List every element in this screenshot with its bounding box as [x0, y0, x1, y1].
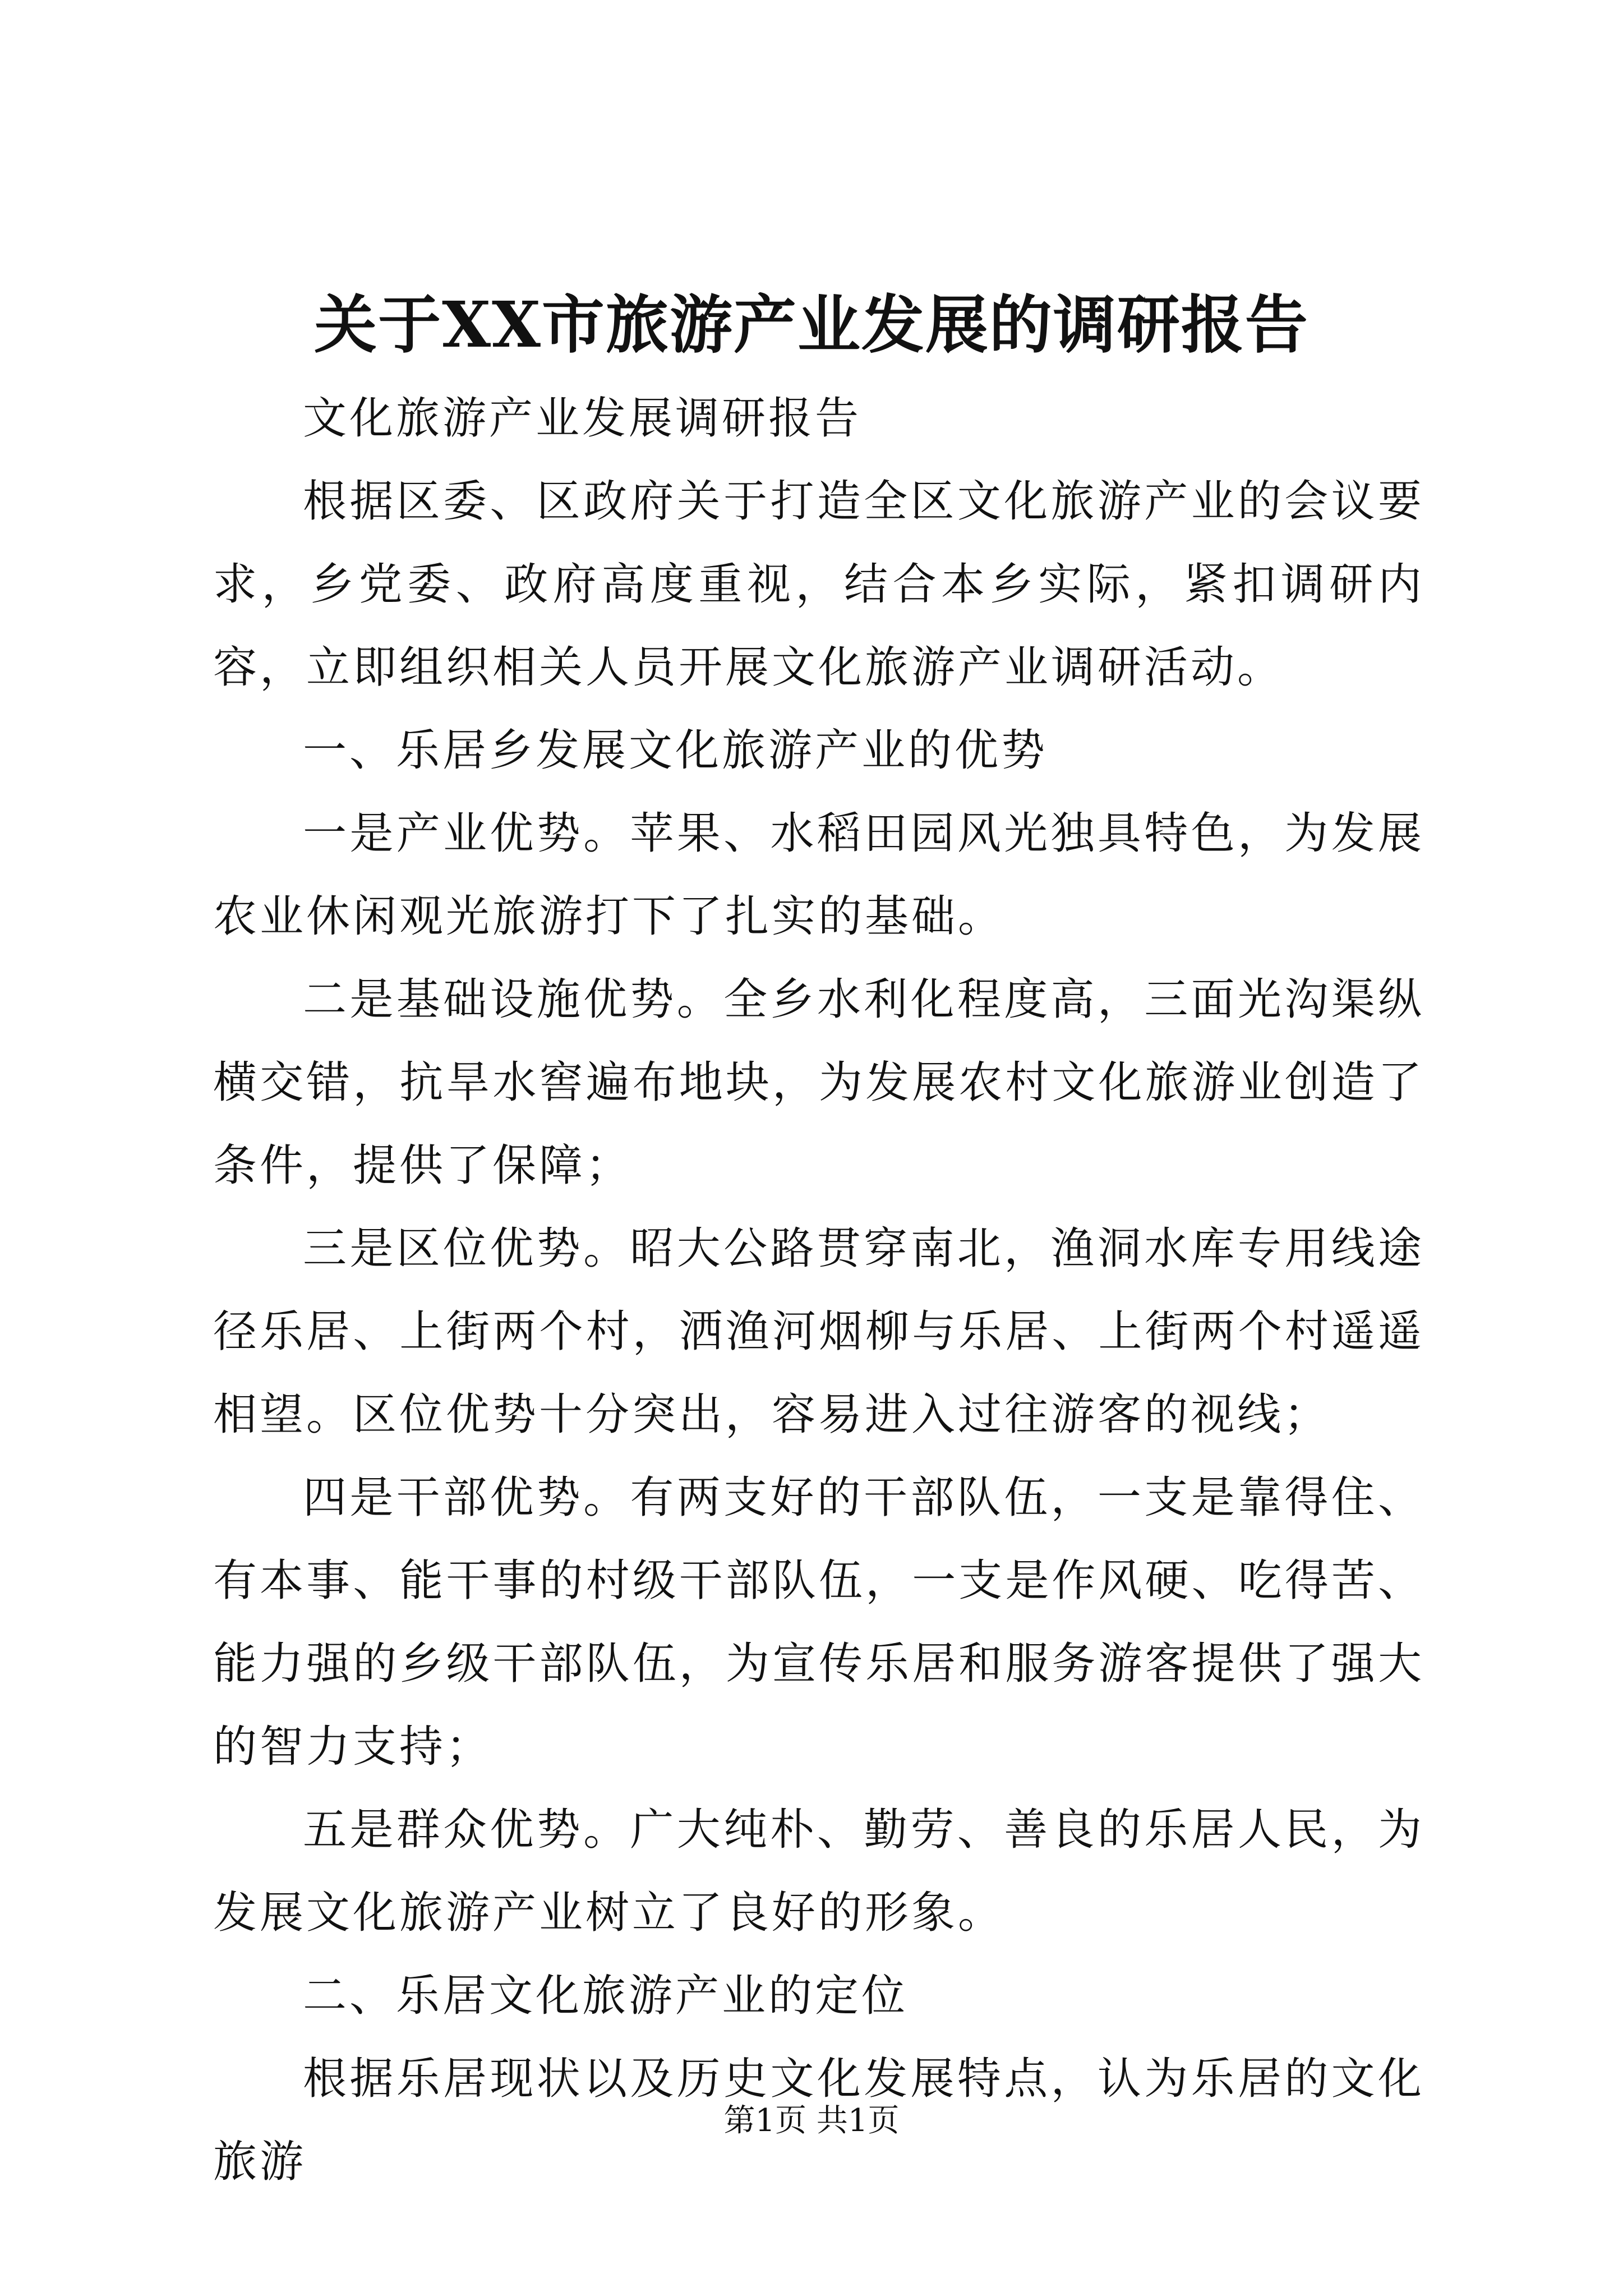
page-number-footer: 第1页 共1页	[723, 2102, 900, 2139]
paragraph-infrastructure-advantage: 二是基础设施优势。全乡水利化程度高，三面光沟渠纵横交错，抗旱水窖遍布地块，为发展农村文化旅游业创造了条件，提供了保障；	[213, 974, 1424, 1191]
paragraph-intro: 根据区委、区政府关于打造全区文化旅游产业的会议要求，乡党委、政府高度重视，结合本乡实际，紧扣调研内容，立即组织相关人员开展文化旅游产业调研活动。	[213, 476, 1424, 693]
paragraph-positioning: 根据乐居现状以及历史文化发展特点，认为乐居的文化旅游	[213, 2054, 1424, 2187]
paragraph-cadre-advantage: 四是干部优势。有两支好的干部队伍，一支是靠得住、有本事、能干事的村级干部队伍，一支是作风硬、吃得苦、能力强的乡级干部队伍，为宣传乐居和服务游客提供了强大的智力支持；	[213, 1473, 1424, 1772]
section-heading-advantages: 一、乐居乡发展文化旅游产业的优势	[303, 725, 1048, 776]
paragraph-industry-advantage: 一是产业优势。苹果、水稻田园风光独具特色，为发展农业休闲观光旅游打下了扎实的基础。	[213, 808, 1424, 942]
paragraph-location-advantage: 三是区位优势。昭大公路贯穿南北，渔洞水库专用线途径乐居、上街两个村，洒渔河烟柳与乐居、上街两个村遥遥相望。区位优势十分突出，容易进入过往游客的视线；	[213, 1223, 1424, 1440]
document-body	[213, 377, 1424, 2203]
document-title: 关于XX市旅游产业发展的调研报告	[314, 288, 1309, 362]
paragraph-public-advantage: 五是群众优势。广大纯朴、勤劳、善良的乐居人民，为发展文化旅游产业树立了良好的形象。	[213, 1805, 1424, 1938]
paragraph-subtitle: 文化旅游产业发展调研报告	[303, 393, 862, 444]
section-heading-positioning: 二、乐居文化旅游产业的定位	[303, 1971, 909, 2021]
